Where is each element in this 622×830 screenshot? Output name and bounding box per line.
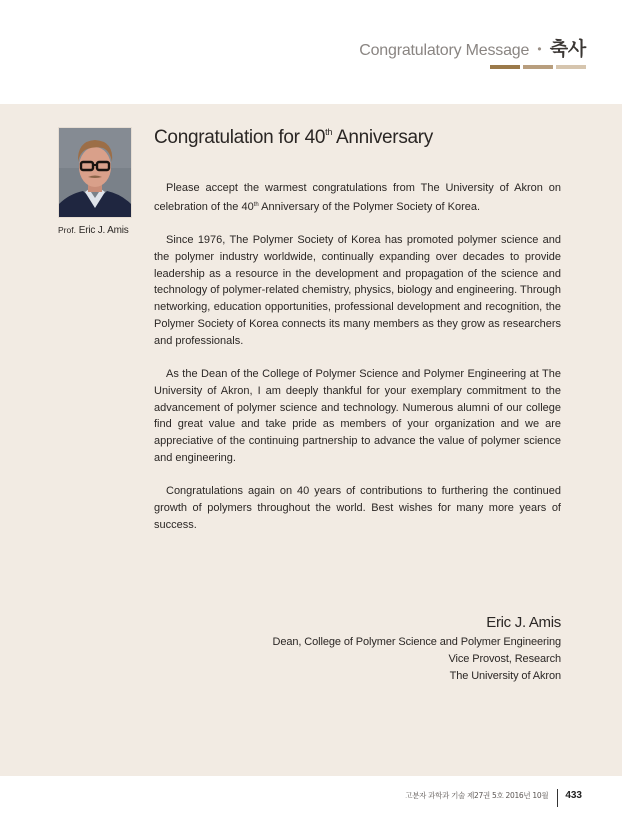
- signature-institution: The University of Akron: [449, 670, 561, 682]
- journal-info: 고분자 과학과 기술 제27권 5호 2016년 10월: [405, 790, 549, 800]
- page-number: 433: [565, 789, 582, 801]
- page-footer: [405, 786, 582, 804]
- decorative-bars: [490, 65, 586, 69]
- paragraph-1: [154, 180, 561, 216]
- signature-role: Vice Provost, Research: [448, 653, 561, 665]
- paragraph-1-ordinal: th: [253, 201, 259, 208]
- author-caption: [58, 225, 140, 236]
- section-separator: •: [537, 42, 542, 56]
- letter-title-ordinal: th: [325, 127, 333, 137]
- paragraph-1-text-b: Anniversary of the Polymer Society of Korea.: [258, 200, 481, 213]
- paragraph-2: Since 1976, The Polymer Society of Korea has promoted polymer science and the polymer industry worldwide, continually expanding over decades to provide leadership as a resource in the development and propagation of the science and technology of polymer-related chemistry, physics, biology and engineering. Through networking, education opportunities, professional development and recognition, the Polymer Society of Korea connects its many members as they grow as researchers and professionals.: [154, 233, 561, 347]
- decorative-bar-1: [490, 65, 520, 69]
- signature-block: [272, 614, 561, 685]
- letter-body: [154, 180, 561, 550]
- paragraph-1-text-a: Please accept the warmest congratulations from The University of Akron on celebration of the 40: [154, 182, 561, 213]
- section-title-ko: 축사: [549, 38, 586, 60]
- author-title-prefix: Prof.: [58, 225, 76, 235]
- author-photo: [58, 127, 132, 218]
- signature-name: Eric J. Amis: [486, 614, 561, 631]
- letter-title-main: Congratulation for 40: [154, 127, 326, 148]
- paragraph-4: Congratulations again on 40 years of contributions to furthering the continued growth of polymers throughout the world. Best wishes for many more years of success.: [154, 485, 561, 531]
- section-title-en: Congratulatory Message: [359, 42, 530, 59]
- decorative-bar-3: [556, 65, 586, 69]
- author-caption-name: Eric J. Amis: [78, 225, 129, 236]
- footer-divider: [557, 789, 558, 807]
- paragraph-3: As the Dean of the College of Polymer Science and Polymer Engineering at The University of Akron, I am deeply thankful for your exemplary commitment to the advancement of polymer science and technology. Numerous alumni of our college find great value and take pride as members of your organization and we are appreciative of the continuing partnership to advance the value of polymer science and engineering.: [154, 367, 561, 464]
- portrait-icon: [59, 128, 131, 217]
- letter-title: [154, 127, 433, 149]
- section-header: [359, 34, 586, 61]
- letter-title-tail: Anniversary: [332, 127, 434, 148]
- signature-position: Dean, College of Polymer Science and Polymer Engineering: [272, 636, 561, 648]
- decorative-bar-2: [523, 65, 553, 69]
